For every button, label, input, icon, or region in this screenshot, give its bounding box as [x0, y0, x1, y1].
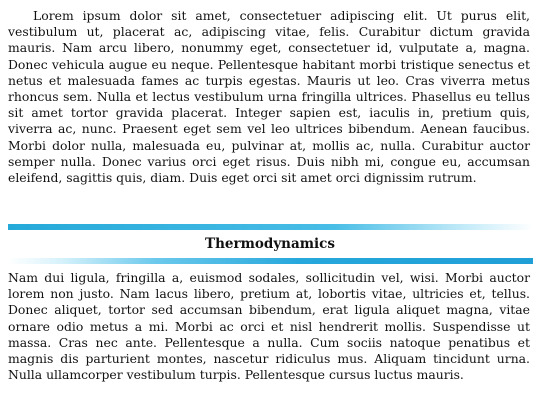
section-divider-bottom [8, 258, 533, 264]
section-heading: Thermodynamics [205, 236, 335, 252]
body-paragraph-thermodynamics: Nam dui ligula, fringilla a, euismod sodales, sollicitudin vel, wisi. Morbi auctor lorem non justo. Nam lacus libero, pretium at, lobortis vitae, ultricies et, tellus. Donec aliquet, tortor sed accumsan bibendum, erat ligula aliquet magna, vitae ornare odio metus a mi. Morbi ac orci et nisl hendrerit mollis. Suspendisse ut massa. Cras nec ante. Pellentesque a nulla. Cum sociis natoque penatibus et magnis dis parturient montes, nascetur ridiculus mus. Aliquam tincidunt urna. Nulla ullamcorper vestibulum turpis. Pellentesque cursus luctus mauris. [8, 270, 530, 383]
body-paragraph-intro: Lorem ipsum dolor sit amet, consectetuer adipiscing elit. Ut purus elit, vestibulum ut, placerat ac, adipiscing vitae, felis. Curabitur dictum gravida mauris. Nam arcu libero, nonummy eget, consectetuer id, vulputate a, magna. Donec vehicula augue eu neque. Pellentesque habitant morbi tristique senectus et netus et malesuada fames ac turpis egestas. Mauris ut leo. Cras viverra metus rhoncus sem. Nulla et lectus vestibulum urna fringilla ultrices. Phasellus eu tellus sit amet tortor gravida placerat. Integer sapien est, iaculis in, pretium quis, viverra ac, nunc. Praesent eget sem vel leo ultrices bibendum. Aenean faucibus. Morbi dolor nulla, malesuada eu, pulvinar at, mollis ac, nulla. Curabitur auctor semper nulla. Donec varius orci eget risus. Duis nibh mi, congue eu, accumsan eleifend, sagittis quis, diam. Duis eget orci sit amet orci dignissim rutrum. [8, 8, 530, 186]
section-divider-top [8, 224, 533, 230]
